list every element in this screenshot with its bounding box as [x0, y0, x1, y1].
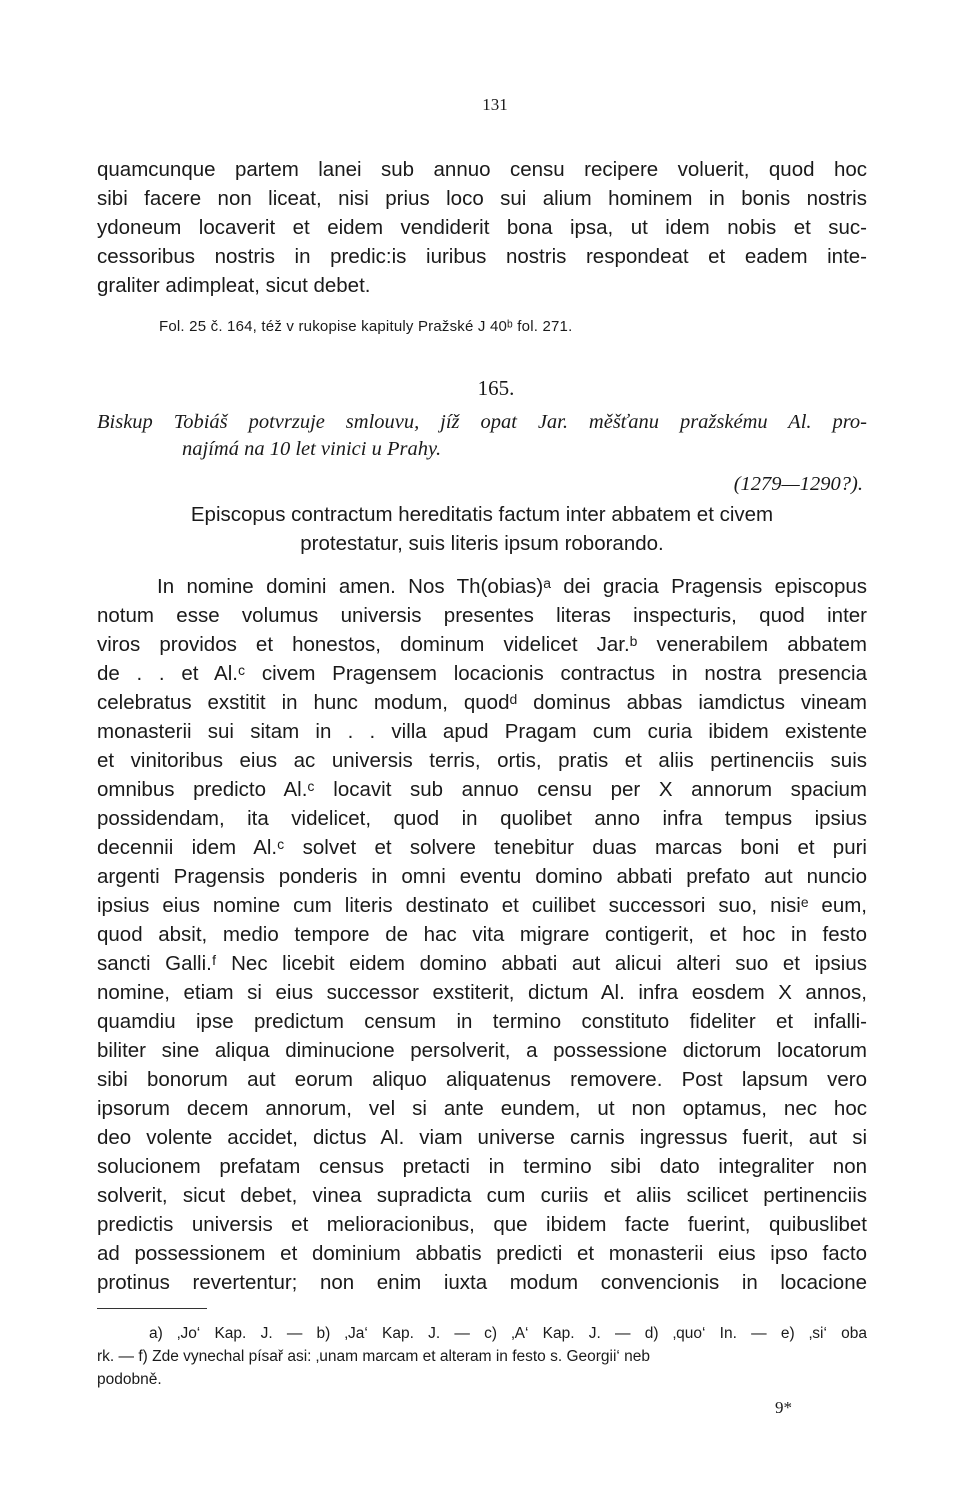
charter-body — [97, 572, 867, 1297]
intro-line: graliter adimpleat, sicut debet. — [97, 274, 371, 297]
body-line: solucionem prefatam census pretacti in termino sibi dato integraliter non — [97, 1155, 867, 1178]
body-line: ad possessionem et dominium abbatis predicti et monasterii eius ipso facto — [97, 1242, 867, 1265]
intro-line: cessoribus nostris in predic:is iuribus nostris respondeat et eadem inte- — [97, 245, 867, 268]
page-content — [97, 95, 867, 1297]
intro-line: quamcunque partem lanei sub annuo censu recipere voluerit, quod hoc — [97, 158, 867, 181]
footnote-line: rk. — f) Zde vynechal písař asi: ‚unam marcam et alteram in festo s. Georgii‘ neb — [97, 1348, 651, 1365]
body-line: omnibus predicto Al.ᶜ locavit sub annuo censu per X annorum spacium — [97, 778, 867, 801]
footnote-divider — [97, 1308, 207, 1309]
footnotes — [97, 1322, 867, 1391]
body-line: nomine, etiam si eius successor exstiterit, dictum Al. infra eosdem X annos, — [97, 981, 867, 1004]
body-line: In nomine domini amen. Nos Th(obias)ᵃ dei gracia Pragensis episcopus — [157, 575, 867, 598]
regest-line: protestatur, suis literis ipsum roborando. — [300, 532, 664, 555]
body-line: ipsorum decem annorum, vel si ante eundem, ut non optamus, nec hoc — [97, 1097, 867, 1120]
body-line: quamdiu ipse predictum censum in termino constituto fideliter et infalli- — [97, 1010, 867, 1033]
body-line: notum esse volumus universis presentes literas inspecturis, quod inter — [97, 604, 867, 627]
body-line: possidendam, ita videlicet, quod in quolibet anno infra tempus ipsius — [97, 807, 867, 830]
body-line: sibi bonorum aut eorum aliquo aliquatenus removere. Post lapsum vero — [97, 1068, 867, 1091]
body-line: predictis universis et melioracionibus, que ibidem facte fuerint, quibuslibet — [97, 1213, 867, 1236]
body-line: decennii idem Al.ᶜ solvet et solvere tenebitur duas marcas boni et puri — [97, 836, 867, 859]
document-date: (1279—1290?). — [733, 473, 863, 495]
document-title-line1: Biskup Tobiáš potvrzuje smlouvu, jíž opat Jar. měšťanu pražskému Al. pro- — [97, 411, 867, 433]
intro-paragraph — [97, 155, 867, 300]
regest — [97, 500, 867, 558]
intro-line: ydoneum locaverit et eidem vendiderit bona ipsa, ut idem nobis et suc- — [97, 216, 867, 239]
body-line: viros providos et honestos, dominum videlicet Jar.ᵇ venerabilem abbatem — [97, 633, 867, 656]
regest-line: Episcopus contractum hereditatis factum inter abbatem et civem — [190, 503, 774, 526]
source-note: Fol. 25 č. 164, též v rukopise kapituly Pražské J 40ᵇ fol. 271. — [159, 318, 573, 335]
body-line: de . . et Al.ᶜ civem Pragensem locacionis contractus in nostra presencia — [97, 662, 867, 685]
body-line: monasterii sui sitam in . . villa apud Pragam cum curia ibidem existente — [97, 720, 867, 743]
body-line: argenti Pragensis ponderis in omni eventu domino abbati prefato aut nuncio — [97, 865, 867, 888]
document-number: 165. — [477, 376, 515, 400]
footnote-line: a) ‚Jo‘ Kap. J. — b) ‚Ja‘ Kap. J. — c) ‚A‘ Kap. J. — d) ‚quo‘ In. — e) ‚si‘ oba — [149, 1325, 867, 1342]
body-line: quod absit, medio tempore de hac vita migrare contigerit, et hoc in festo — [97, 923, 867, 946]
body-line: deo volente accidet, dictus Al. viam universe carnis ingressus fuerit, aut si — [97, 1126, 867, 1149]
body-line: protinus revertentur; non enim iuxta modum convencionis in locacione — [97, 1271, 867, 1294]
body-line: celebratus exstitit in hunc modum, quodᵈ dominus abbas iamdictus vineam — [97, 691, 867, 714]
page-number: 131 — [482, 95, 508, 114]
body-line: et vinitoribus eius ac universis terris, ortis, pratis et aliis pertinenciis suis — [97, 749, 867, 772]
body-line: ipsius eius nomine cum literis destinato et cuilibet successori suo, nisiᵉ eum, — [97, 894, 867, 917]
body-line: sancti Galli.ᶠ Nec licebit eidem domino abbati aut alicui alteri suo et ipsius — [97, 952, 867, 975]
signature-mark: 9* — [775, 1398, 792, 1417]
body-line: biliter sine aliqua diminucione persolverit, a possessione dictorum locatorum — [97, 1039, 867, 1062]
body-line: solverit, sicut debet, vinea supradicta cum curiis et aliis scilicet pertinenciis — [97, 1184, 867, 1207]
document-title-line2: najímá na 10 let vinici u Prahy. — [182, 438, 442, 460]
footnote-line: podobně. — [97, 1371, 162, 1388]
intro-line: sibi facere non liceat, nisi prius loco sui alium hominem in bonis nostris — [97, 187, 867, 210]
